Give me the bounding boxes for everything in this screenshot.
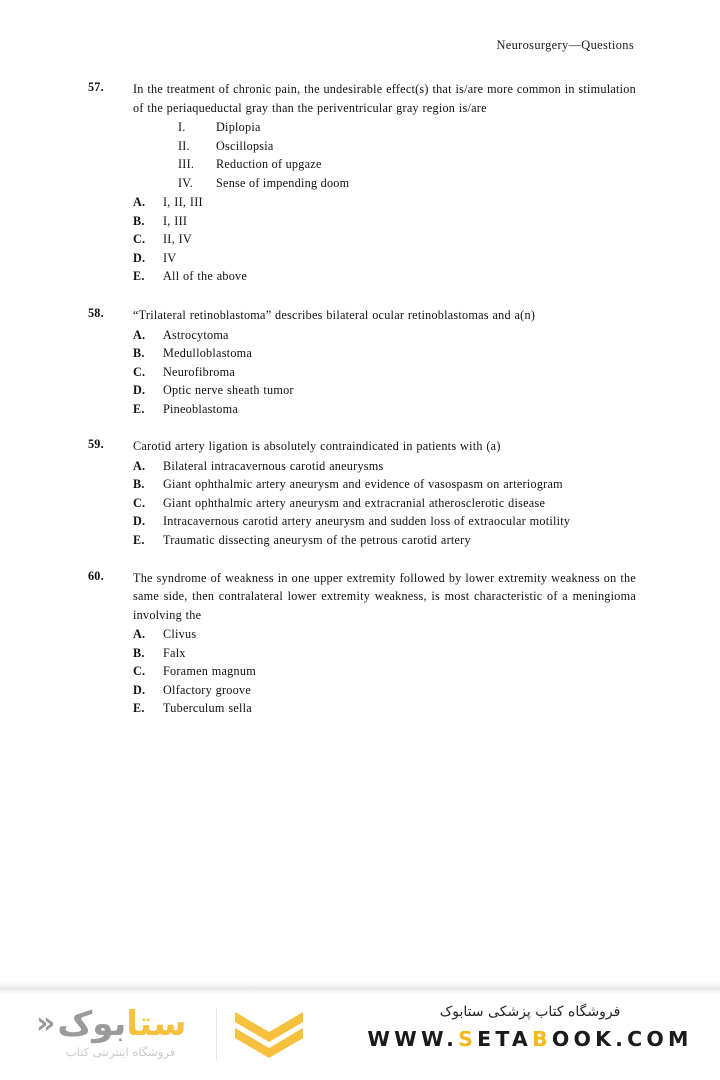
option-text: Bilateral intracavernous carotid aneurysms: [163, 458, 384, 473]
option-letter: A.: [133, 627, 146, 642]
brand-logo: [28, 998, 328, 1074]
option-text: Traumatic dissecting aneurysm of the petrous carotid artery: [163, 533, 471, 548]
answer-option: [133, 363, 636, 382]
url-part-www: WWW.: [367, 1027, 459, 1051]
persian-tagline: فروشگاه کتاب پزشکی ستابوک: [439, 1004, 621, 1020]
brand-subtitle: فروشگاه اینترنتی کتاب: [65, 1045, 176, 1059]
option-letter: E.: [133, 401, 145, 416]
brand-divider: [216, 1008, 217, 1060]
option-letter: C.: [133, 495, 146, 510]
option-letter: A.: [133, 195, 146, 210]
answer-options: [88, 457, 636, 550]
answer-option: [133, 681, 636, 700]
option-letter: D.: [133, 682, 146, 697]
option-text: II, IV: [163, 232, 192, 247]
option-text: Olfactory groove: [163, 682, 251, 697]
option-letter: D.: [133, 250, 146, 265]
roman-item-text: Oscillopsia: [216, 138, 274, 153]
roman-list-item: [178, 137, 636, 156]
roman-item-text: Sense of impending doom: [216, 175, 350, 190]
wordmark-gold-text: ستا: [126, 1004, 187, 1044]
question-list: [88, 80, 636, 733]
option-letter: D.: [133, 383, 146, 398]
question-stem: “Trilateral retinoblastoma” describes bilateral ocular retinoblastomas and a(n): [133, 308, 536, 323]
question-head: [88, 437, 636, 456]
answer-options: [88, 326, 636, 419]
option-text: Astrocytoma: [163, 327, 229, 342]
option-text: Intracavernous carotid artery aneurysm and sudden loss of extraocular motility: [163, 514, 571, 529]
url-part-eta: ETA: [477, 1027, 532, 1051]
roman-numeral: I.: [178, 120, 186, 135]
setabook-chevron-logo-icon: [233, 1010, 305, 1064]
option-text: Falx: [163, 645, 186, 660]
answer-options: [88, 625, 636, 718]
url-letter-b: B: [531, 1027, 552, 1051]
question-number: 59.: [88, 437, 104, 452]
answer-option: [133, 381, 636, 400]
question-number: 60.: [88, 568, 104, 583]
answer-option: [133, 230, 636, 249]
option-letter: E.: [133, 269, 145, 284]
roman-numeral-list: [88, 118, 636, 192]
option-letter: A.: [133, 458, 146, 473]
answer-option: [133, 475, 636, 494]
url-letter-s: S: [458, 1027, 478, 1051]
roman-item-text: Diplopia: [216, 120, 261, 135]
brand-text-block: [360, 1004, 700, 1051]
option-text: Optic nerve sheath tumor: [163, 383, 294, 398]
answer-option: [133, 644, 636, 663]
option-letter: E.: [133, 533, 145, 548]
answer-option: [133, 531, 636, 550]
answer-option: [133, 400, 636, 419]
question-head: [88, 306, 636, 325]
answer-option: [133, 699, 636, 718]
option-letter: B.: [133, 645, 145, 660]
double-chevron-left-icon: «: [36, 1006, 56, 1041]
option-text: Foramen magnum: [163, 664, 256, 679]
roman-numeral: II.: [178, 138, 190, 153]
roman-list-item: [178, 118, 636, 137]
option-text: Giant ophthalmic artery aneurysm and extracranial atherosclerotic disease: [163, 495, 546, 510]
option-text: I, II, III: [163, 195, 203, 210]
roman-item-text: Reduction of upgaze: [216, 157, 322, 172]
brand-wordmark: [36, 1004, 186, 1044]
answer-option: [133, 625, 636, 644]
footer-divider-band: [0, 982, 720, 994]
answer-option: [133, 212, 636, 231]
option-letter: D.: [133, 514, 146, 529]
option-text: All of the above: [163, 269, 248, 284]
option-text: Pineoblastoma: [163, 401, 239, 416]
option-text: Neurofibroma: [163, 364, 236, 379]
option-letter: E.: [133, 701, 145, 716]
option-letter: B.: [133, 346, 145, 361]
answer-option: [133, 193, 636, 212]
roman-list-item: [178, 155, 636, 174]
roman-numeral: III.: [178, 157, 195, 172]
question-head: [88, 80, 636, 117]
answer-options: [88, 193, 636, 286]
answer-option: [133, 344, 636, 363]
answer-option: [133, 249, 636, 268]
url-part-ook-com: OOK.COM: [551, 1027, 693, 1051]
question-number: 57.: [88, 80, 104, 94]
answer-option: [133, 494, 636, 513]
option-letter: C.: [133, 364, 146, 379]
answer-option: [133, 512, 636, 531]
roman-list-item: [178, 174, 636, 193]
option-text: Giant ophthalmic artery aneurysm and evidence of vasospasm on arteriogram: [163, 477, 563, 492]
answer-option: [133, 457, 636, 476]
question-stem: In the treatment of chronic pain, the undesirable effect(s) that is/are more common in stimulation of the periaqueductal gray than the periventricular gray region is/are: [133, 82, 636, 115]
question-stem: Carotid artery ligation is absolutely contraindicated in patients with (a): [133, 439, 501, 454]
option-text: I, III: [163, 213, 188, 228]
question-item: [88, 80, 636, 286]
option-letter: B.: [133, 477, 145, 492]
option-text: Tuberculum sella: [163, 701, 252, 716]
footer-watermark: [0, 990, 720, 1080]
option-letter: B.: [133, 213, 145, 228]
running-head: Neurosurgery—Questions: [496, 38, 634, 52]
option-text: Medulloblastoma: [163, 346, 253, 361]
question-item: [88, 569, 636, 718]
roman-numeral: IV.: [178, 175, 194, 190]
website-url: [360, 1027, 700, 1051]
option-letter: A.: [133, 327, 146, 342]
answer-option: [133, 662, 636, 681]
wordmark-gray-text: بوک: [57, 1004, 127, 1044]
question-item: [88, 306, 636, 418]
answer-option: [133, 326, 636, 345]
question-head: [88, 569, 636, 625]
option-letter: C.: [133, 232, 146, 247]
answer-option: [133, 267, 636, 286]
question-number: 58.: [88, 306, 104, 321]
option-letter: C.: [133, 664, 146, 679]
question-stem: The syndrome of weakness in one upper extremity followed by lower extremity weakness on the same side, then contralateral lower extremity weakness, is most characteristic of a meningioma involving the: [133, 570, 636, 622]
option-text: Clivus: [163, 627, 197, 642]
option-text: IV: [163, 250, 177, 265]
question-item: [88, 437, 636, 549]
